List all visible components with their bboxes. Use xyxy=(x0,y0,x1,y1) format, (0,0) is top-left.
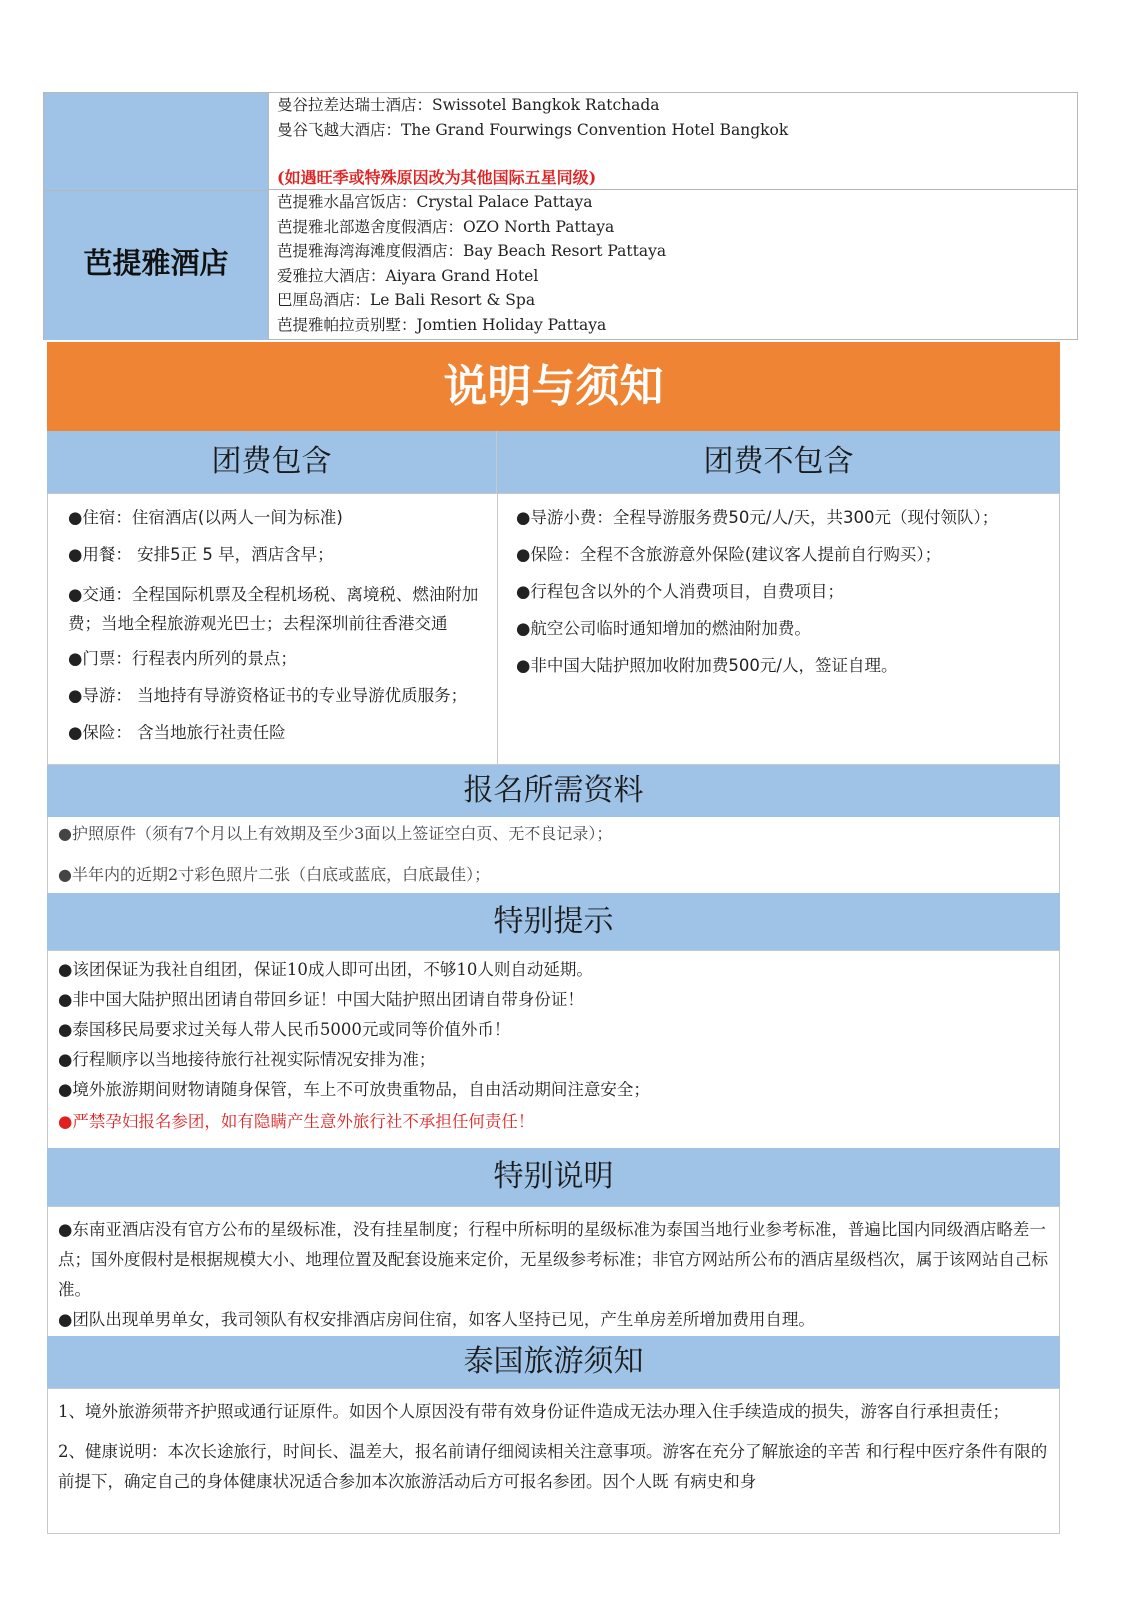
special-title: 特别说明 xyxy=(47,1148,1060,1206)
excluded-item: ●非中国大陆护照加收附加费500元/人，签证自理。 xyxy=(516,656,898,675)
special-body xyxy=(47,1206,1060,1336)
tip-item: ●泰国移民局要求过关每人带人民币5000元或同等价值外币！ xyxy=(58,1020,511,1039)
hotel-note: (如遇旺季或特殊原因改为其他国际五星同级) xyxy=(277,168,597,187)
special-item: ●东南亚酒店没有官方公布的星级标准，没有挂星制度；行程中所标明的星级标准为泰国当地行业参考标准，普遍比国内同级酒店略差一点；国外度假村是根据规模大小、地理位置及配套设施来定价，无星级参考标准；非官方网站所公布的酒店星级档次，属于该网站自己标准。 xyxy=(58,1220,1048,1299)
excluded-item: ●保险：全程不含旅游意外保险(建议客人提前自行购买）； xyxy=(516,545,942,564)
tip-item: ●境外旅游期间财物请随身保管，车上不可放贵重物品，自由活动期间注意安全； xyxy=(58,1080,650,1099)
bangkok-hotel-label-cell xyxy=(44,93,268,190)
pattaya-hotel-label-cell xyxy=(44,190,268,340)
tips-title: 特别提示 xyxy=(47,893,1060,950)
bangkok-hotel-list xyxy=(268,93,1077,190)
included-item: ●交通：全程国际机票及全程机场税、离境税、燃油附加费；当地全程旅游观光巴士；去程深圳前往香港交通 xyxy=(68,585,479,633)
hotel-item: 芭提雅海湾海滩度假酒店：Bay Beach Resort Pattaya xyxy=(277,242,667,260)
excluded-item: ●航空公司临时通知增加的燃油附加费。 xyxy=(516,619,811,638)
included-item: ●住宿：住宿酒店(以两人一间为标准) xyxy=(68,508,343,527)
signup-title: 报名所需资料 xyxy=(47,765,1060,817)
tip-item: ●行程顺序以当地接待旅行社视实际情况安排为准； xyxy=(58,1050,436,1069)
excluded-item: ●行程包含以外的个人消费项目，自费项目； xyxy=(516,582,844,601)
signup-item: ●护照原件（须有7个月以上有效期及至少3面以上签证空白页、无不良记录）； xyxy=(58,824,613,843)
included-list xyxy=(58,494,490,764)
included-item: ●导游： 当地持有导游资格证书的专业导游优质服务； xyxy=(68,686,468,705)
pattaya-hotel-list xyxy=(268,190,1077,340)
hotel-item: 曼谷拉差达瑞士酒店：Swissotel Bangkok Ratchada xyxy=(277,96,660,114)
hotel-item: 爱雅拉大酒店：Aiyara Grand Hotel xyxy=(277,266,539,285)
excluded-title: 团费不包含 xyxy=(497,431,1060,493)
tip-warning: ●严禁孕妇报名参团，如有隐瞒产生意外旅行社不承担任何责任！ xyxy=(58,1112,535,1131)
included-item: ●门票：行程表内所列的景点； xyxy=(68,649,297,668)
excluded-item: ●导游小费：全程导游服务费50元/人/天，共300元（现付领队）； xyxy=(516,508,999,527)
thailand-title: 泰国旅游须知 xyxy=(47,1336,1060,1388)
hotel-item: 芭提雅帕拉贡别墅：Jomtien Holiday Pattaya xyxy=(277,315,607,334)
hotel-item: 芭提雅水晶宫饭店：Crystal Palace Pattaya xyxy=(277,193,593,211)
included-title: 团费包含 xyxy=(47,431,497,493)
hotel-item: 曼谷飞越大酒店：The Grand Fourwings Convention Hotel Bangkok xyxy=(277,120,789,139)
signup-item: ●半年内的近期2寸彩色照片二张（白底或蓝底，白底最佳）； xyxy=(58,865,491,884)
notes-title: 说明与须知 xyxy=(47,342,1060,431)
special-item: ●团队出现单男单女，我司领队有权安排酒店房间住宿，如客人坚持已见，产生单房差所增加费用自理。 xyxy=(58,1310,815,1329)
hotel-item: 巴厘岛酒店：Le Bali Resort & Spa xyxy=(277,291,536,309)
signup-body xyxy=(47,817,1060,893)
tip-item: ●该团保证为我社自组团，保证10成人即可出团，不够10人则自动延期。 xyxy=(58,960,593,979)
fees-divider xyxy=(497,494,498,764)
thailand-item: 2、健康说明：本次长途旅行，时间长、温差大，报名前请仔细阅读相关注意事项。游客在充分了解旅途的辛苦 和行程中医疗条件有限的前提下，确定自己的身体健康状况适合参加本次旅游活动后方可报名参团。因个人既 有病史和身 xyxy=(58,1442,1048,1491)
included-item: ●用餐： 安排5正 5 早，酒店含早； xyxy=(68,545,334,564)
hotel-item: 芭提雅北部遨舍度假酒店：OZO North Pattaya xyxy=(277,217,615,236)
excluded-list xyxy=(506,494,1054,764)
thailand-body xyxy=(47,1388,1060,1534)
thailand-item: 1、境外旅游须带齐护照或通行证原件。如因个人原因没有带有效身份证件造成无法办理入住手续造成的损失，游客自行承担责任； xyxy=(58,1402,1009,1421)
tip-item: ●非中国大陆护照出团请自带回乡证！中国大陆护照出团请自带身份证！ xyxy=(58,990,584,1009)
tips-body xyxy=(47,950,1060,1148)
fees-body xyxy=(47,493,1060,765)
hotel-table xyxy=(43,92,1078,340)
pattaya-hotel-label: 芭提雅酒店 xyxy=(83,246,229,280)
included-item: ●保险： 含当地旅行社责任险 xyxy=(68,723,286,742)
